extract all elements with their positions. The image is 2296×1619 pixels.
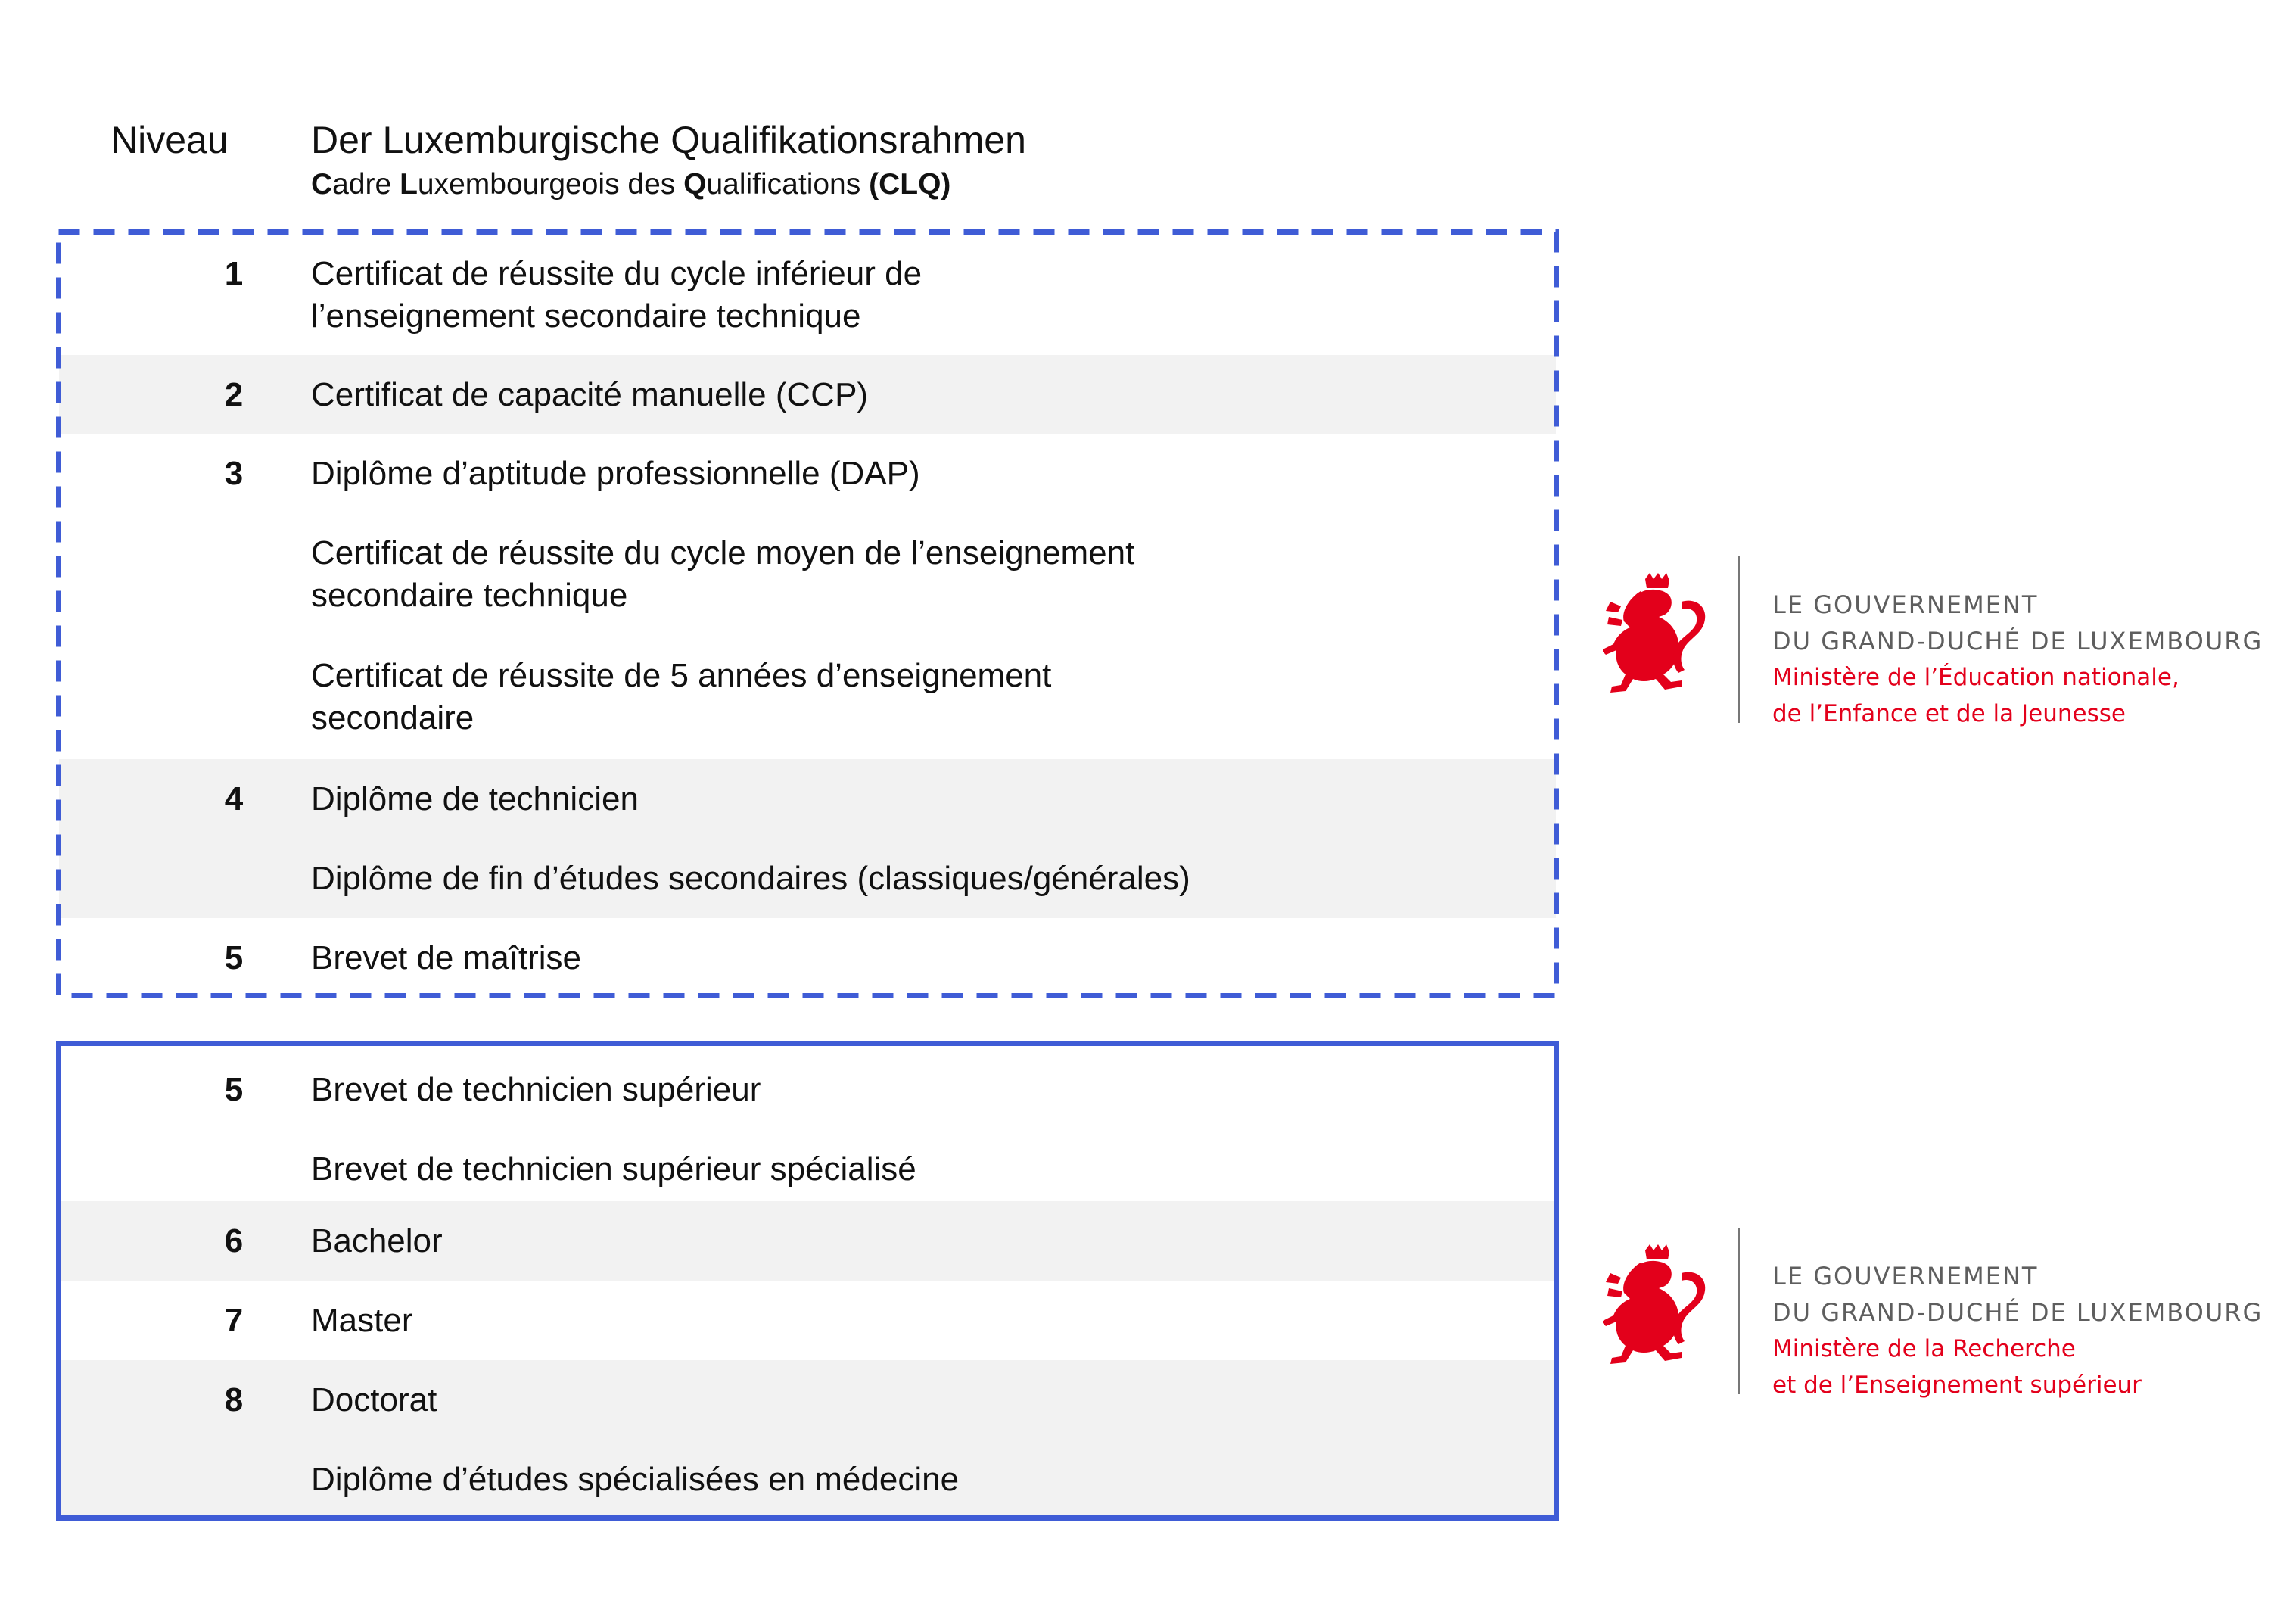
red-lion-icon <box>1603 571 1713 708</box>
qualification-label: Diplôme de fin d’études secondaires (classiques/générales) <box>311 860 1190 897</box>
government-line-1: LE GOUVERNEMENT <box>1772 590 2039 619</box>
qualification-label: Certificat de capacité manuelle (CCP) <box>311 376 869 413</box>
subtitle-initial-q: Q <box>683 168 707 201</box>
qualification-label: Master <box>311 1302 413 1339</box>
qualification-row-level-6 <box>59 1201 1556 1281</box>
qualification-label: secondaire <box>311 699 474 736</box>
qualification-label: Diplôme d’aptitude professionnelle (DAP) <box>311 455 920 492</box>
higher-education-qualifications-group <box>56 1041 1559 1521</box>
qualification-row-level-3 <box>59 434 1556 759</box>
level-number: 6 <box>224 1222 244 1259</box>
subtitle-initial-l: L <box>400 168 418 201</box>
page-title: Der Luxemburgische Qualifikationsrahmen <box>311 119 1026 161</box>
qualification-label: l’enseignement secondaire technique <box>311 297 861 335</box>
government-line-2: DU GRAND-DUCHÉ DE LUXEMBOURG <box>1772 627 2263 655</box>
qualification-label: Diplôme de technicien <box>311 780 639 817</box>
qualification-row-level-7 <box>59 1281 1556 1360</box>
qualification-row-level-2 <box>59 355 1556 434</box>
level-number: 8 <box>224 1381 244 1418</box>
government-logo-research <box>1603 1228 2284 1402</box>
qualification-label: Brevet de technicien supérieur spécialisé <box>311 1150 916 1188</box>
ministry-line-2: de l’Enfance et de la Jeunesse <box>1772 700 2126 727</box>
level-number: 2 <box>224 376 244 413</box>
subtitle-text: adre <box>332 168 400 201</box>
level-number: 3 <box>224 455 244 492</box>
qualification-label: Diplôme d’études spécialisées en médecine <box>311 1461 960 1498</box>
government-line-2: DU GRAND-DUCHÉ DE LUXEMBOURG <box>1772 1298 2263 1327</box>
qualification-label: Brevet de technicien supérieur <box>311 1071 761 1108</box>
level-number: 5 <box>224 939 244 976</box>
subtitle-text: uxembourgeois des <box>417 168 684 201</box>
qualification-row-level-1 <box>59 232 1556 355</box>
qualification-row-level-8 <box>59 1360 1556 1518</box>
qualification-label: Bachelor <box>311 1222 443 1259</box>
qualification-label: Brevet de maîtrise <box>311 939 582 976</box>
level-number: 5 <box>224 1071 244 1108</box>
qualification-row-level-4 <box>59 759 1556 918</box>
level-number: 7 <box>224 1302 244 1339</box>
qualification-label: Doctorat <box>311 1381 437 1418</box>
page-subtitle <box>311 166 950 204</box>
logo-divider <box>1738 556 1740 723</box>
ministry-line-1: Ministère de la Recherche <box>1772 1335 2076 1362</box>
subtitle-initial-c: C <box>311 168 333 201</box>
ministry-line-2: et de l’Enseignement supérieur <box>1772 1371 2142 1399</box>
secondary-qualifications-group <box>56 229 1559 998</box>
subtitle-acronym: (CLQ) <box>869 168 951 201</box>
ministry-line-1: Ministère de l’Éducation nationale, <box>1772 664 2179 691</box>
level-number: 4 <box>224 780 244 817</box>
subtitle-text: ualifications <box>706 168 870 201</box>
qualification-row-level-5 <box>59 918 1556 995</box>
qualification-label: secondaire technique <box>311 577 628 614</box>
red-lion-icon <box>1603 1243 1713 1379</box>
government-line-1: LE GOUVERNEMENT <box>1772 1262 2039 1291</box>
qualification-row-level-5 <box>59 1044 1556 1201</box>
qualification-label: Certificat de réussite du cycle moyen de l’enseignement <box>311 534 1135 571</box>
government-logo-education <box>1603 556 2284 730</box>
level-number: 1 <box>224 255 244 292</box>
qualification-label: Certificat de réussite du cycle inférieur de <box>311 255 922 292</box>
column-header-niveau: Niveau <box>110 119 229 161</box>
qualification-label: Certificat de réussite de 5 années d’enseignement <box>311 657 1052 694</box>
logo-divider <box>1738 1228 1740 1394</box>
